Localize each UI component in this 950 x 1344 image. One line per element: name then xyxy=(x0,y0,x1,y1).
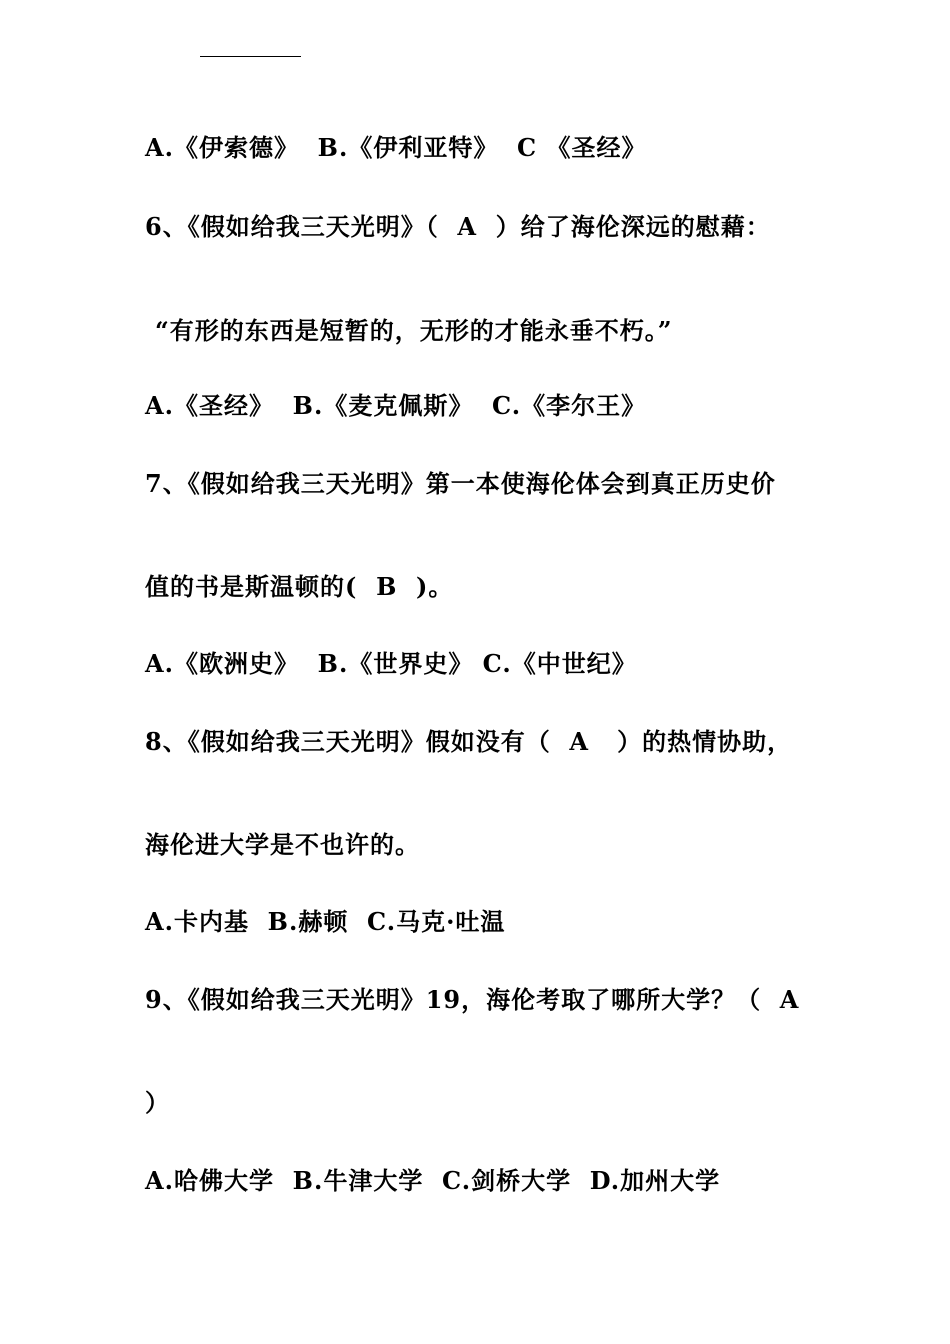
q6-question-line1: 6、《假如给我三天光明》（ A ）给了海伦深远的慰藉： xyxy=(145,212,771,241)
q6-question-line2: “有形的东西是短暂的，无形的才能永垂不朽。” xyxy=(155,316,673,345)
q5-options: A.《伊索德》 B.《伊利亚特》 C 《圣经》 xyxy=(145,133,647,162)
q8-question-line2: 海伦进大学是不也许的。 xyxy=(145,830,420,859)
q8-question-line1: 8、《假如给我三天光明》假如没有（ A ）的热情协助， xyxy=(145,727,793,756)
q9-question-line2: ） xyxy=(145,1088,170,1117)
q6-options: A.《圣经》 B.《麦克佩斯》 C.《李尔王》 xyxy=(145,391,647,420)
q9-options: A.哈佛大学 B.牛津大学 C.剑桥大学 D.加州大学 xyxy=(145,1166,721,1195)
q9-question-line1: 9、《假如给我三天光明》19，海伦考取了哪所大学？（ A xyxy=(145,985,800,1014)
q7-options: A.《欧洲史》 B.《世界史》 C.《中世纪》 xyxy=(145,649,637,678)
q7-question-line1: 7、《假如给我三天光明》第一本使海伦体会到真正历史价 xyxy=(145,469,776,498)
q7-question-line2: 值的书是斯温顿的( B )。 xyxy=(145,572,454,601)
q8-options: A.卡内基 B.赫顿 C.马克·吐温 xyxy=(145,907,506,936)
blank-underline xyxy=(200,56,301,57)
